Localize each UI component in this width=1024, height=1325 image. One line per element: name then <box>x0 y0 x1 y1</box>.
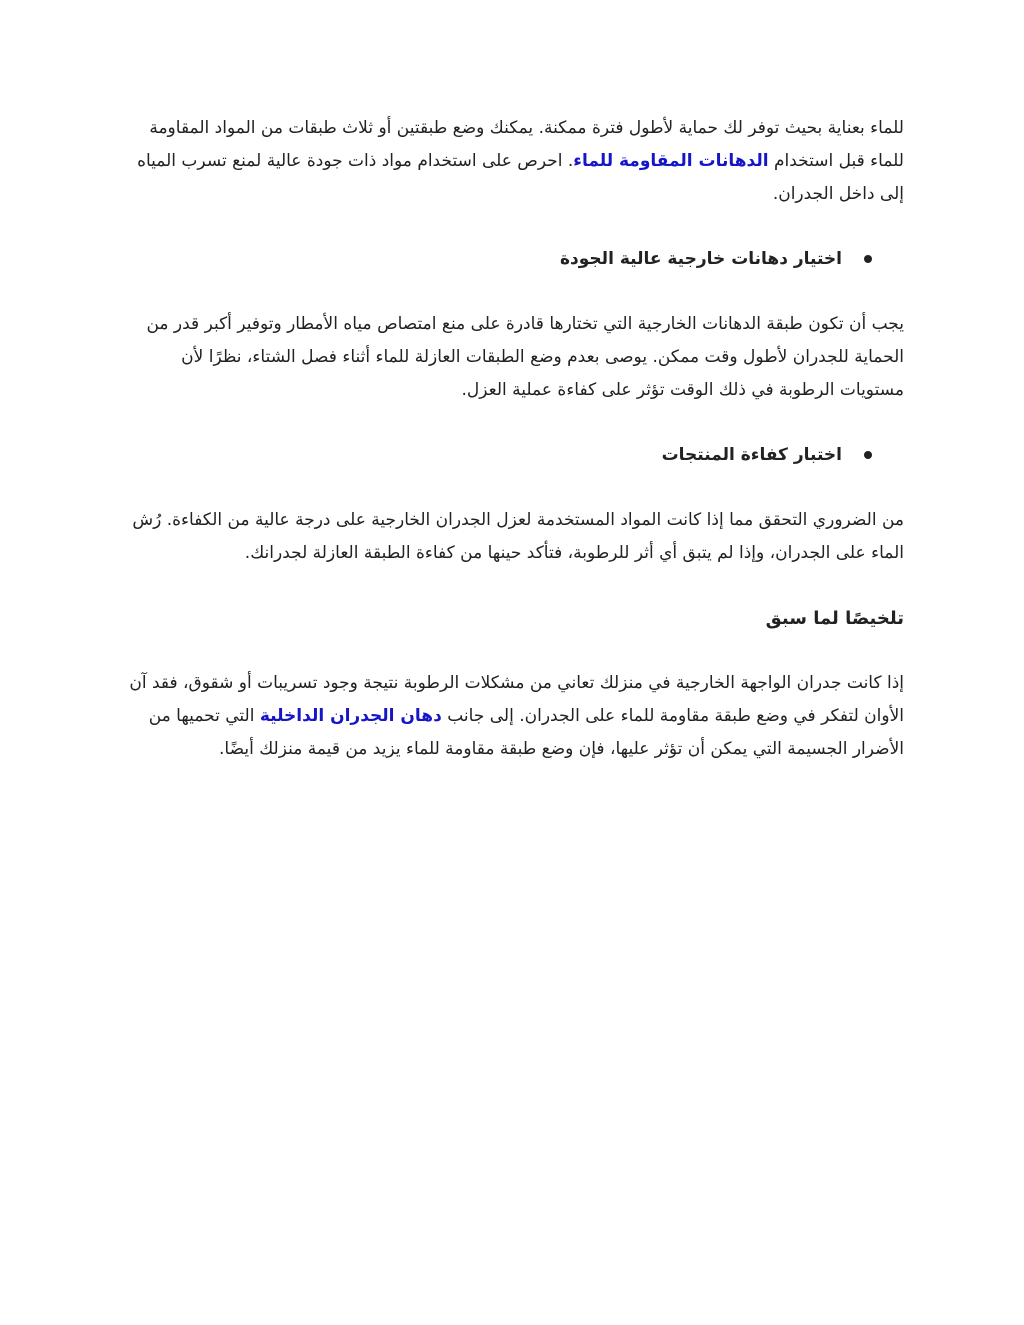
article-body <box>128 112 904 766</box>
waterproof-paints-link[interactable]: الدهانات المقاومة للماء <box>573 151 769 171</box>
summary-paragraph <box>128 667 904 766</box>
exterior-paints-paragraph: يجب أن تكون طبقة الدهانات الخارجية التي تختارها قادرة على منع امتصاص مياه الأمطار وتوفير أكبر قدر من الحماية للجدران لأطول وقت ممكن. يوصى بعدم وضع الطبقات العازلة للماء أثناء فصل الشتاء، نظرًا لأن مستويات الرطوبة في ذلك الوقت تؤثر على كفاءة عملية العزل. <box>146 314 904 400</box>
bullet-test-product-efficiency <box>128 439 904 472</box>
bullet-dot-icon <box>864 451 872 459</box>
bullet-label: اختبار كفاءة المنتجات <box>661 445 842 465</box>
bullet-high-quality-exterior-paints <box>128 243 904 276</box>
bullet-label: اختيار دهانات خارجية عالية الجودة <box>560 249 842 269</box>
bullet-dot-icon <box>864 255 872 263</box>
intro-paragraph <box>128 112 904 211</box>
interior-wall-paint-link[interactable]: دهان الجدران الداخلية <box>259 706 442 726</box>
summary-text-start: إذا كانت جدران الواجهة الخارجية في منزلك تعاني من مشكلات الرطوبة نتيجة وجود تسريبات أو شقوق، فقد آن الأوان لتفكر في وضع طبقة مقاومة للماء على الجدران. إلى جانب <box>129 673 904 726</box>
efficiency-paragraph: من الضروري التحقق مما إذا كانت المواد المستخدمة لعزل الجدران الخارجية على درجة عالية من الكفاءة. رُش الماء على الجدران، وإذا لم يتبق أي أثر للرطوبة، فتأكد حينها من كفاءة الطبقة العازلة لجدرانك. <box>132 510 904 563</box>
intro-text-start: للماء بعناية بحيث توفر لك حماية لأطول فترة ممكنة. يمكنك وضع طبقتين أو ثلاث طبقات من المواد المقاومة للماء قبل استخدام <box>149 118 904 171</box>
summary-text-end: التي تحميها من الأضرار الجسيمة التي يمكن أن تؤثر عليها، فإن وضع طبقة مقاومة للماء يزيد من قيمة منزلك أيضًا. <box>148 706 904 759</box>
summary-heading: تلخيصًا لما سبق <box>765 608 904 629</box>
intro-text-end: . احرص على استخدام مواد ذات جودة عالية لمنع تسرب المياه إلى داخل الجدران. <box>137 151 904 204</box>
